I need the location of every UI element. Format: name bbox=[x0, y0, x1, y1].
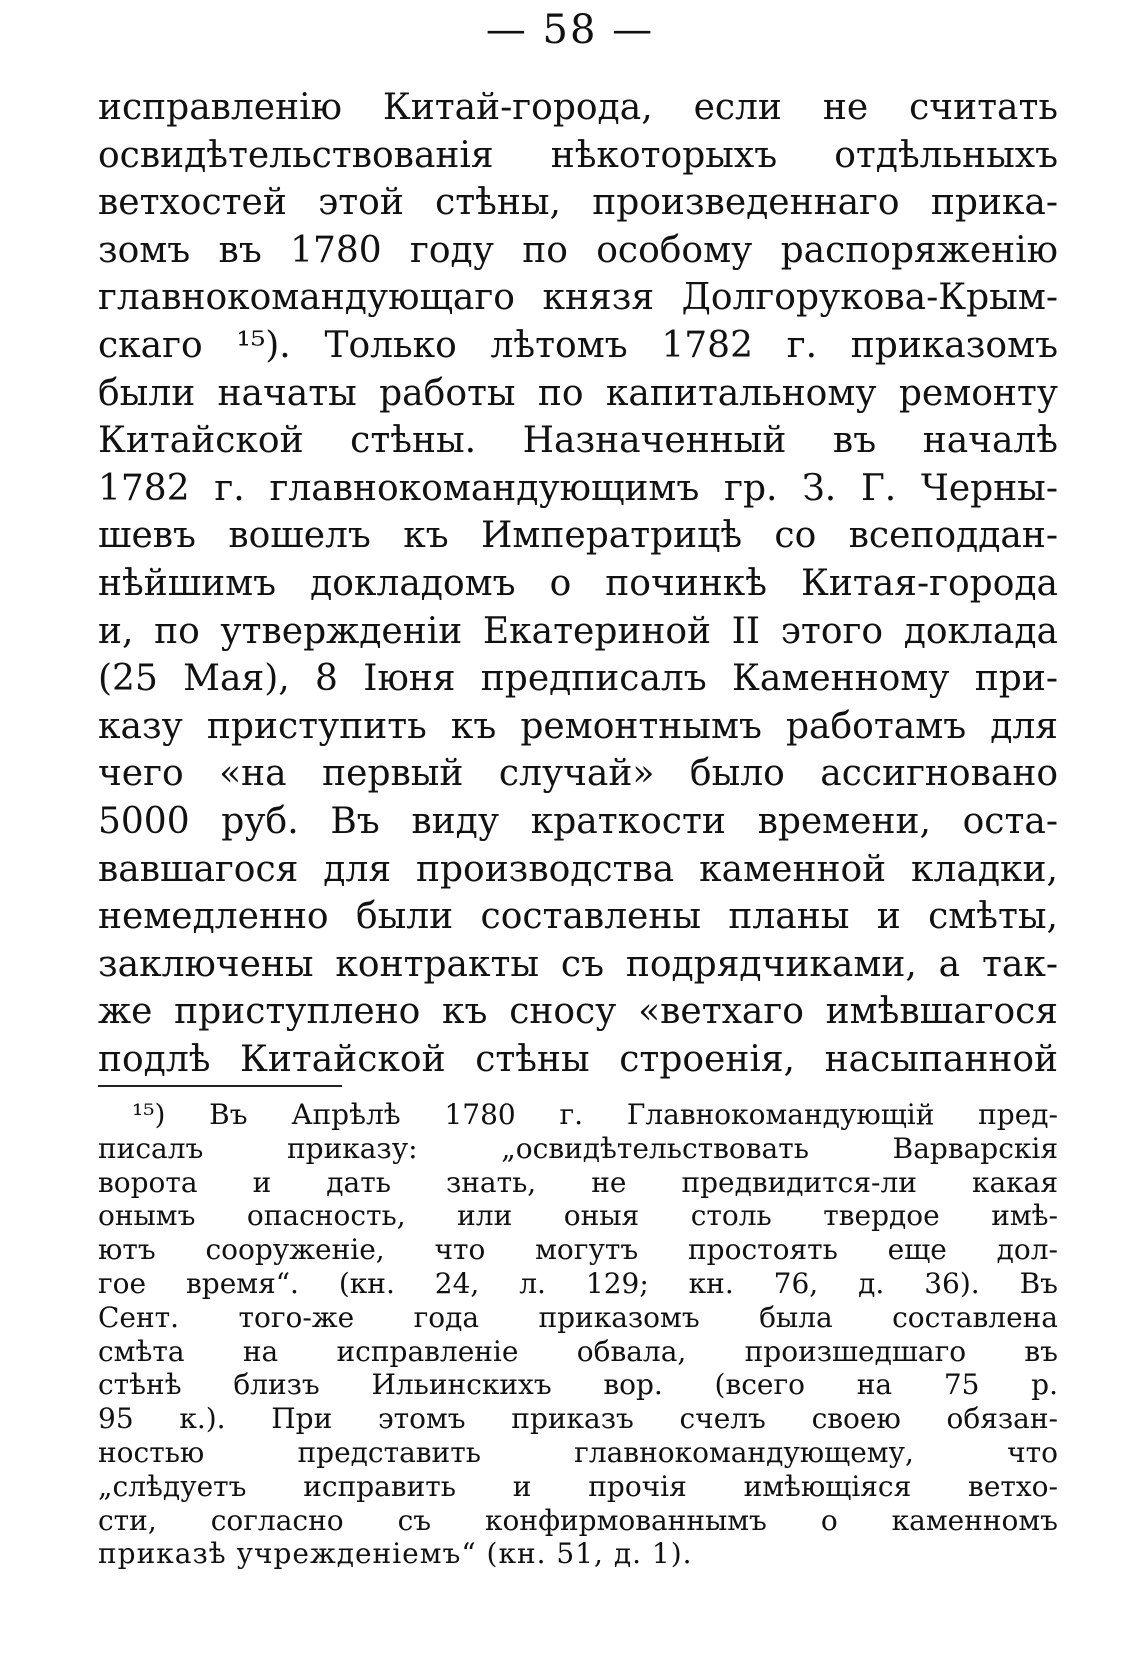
main-text-line: и, по утвержденіи Екатериной II этого доклада bbox=[98, 610, 1058, 652]
footnote-last-text: приказѣ учрежденіемъ“ (кн. 51, д. 1). bbox=[98, 1537, 693, 1571]
page-number: — 58 — bbox=[485, 7, 655, 53]
footnote-line: смѣта на исправленіе обвала, произшедшаго въ bbox=[98, 1334, 1058, 1368]
footnote-line: ¹⁵) Въ Апрѣлѣ 1780 г. Главнокомандующій пред- bbox=[132, 1098, 1058, 1131]
footnote-line: стѣнѣ близъ Ильинскихъ вор. (всего на 75 р. bbox=[98, 1368, 1058, 1402]
main-text-line: шевъ вошелъ къ Императрицѣ со всеподдан- bbox=[98, 515, 1058, 557]
main-text-line: заключены контракты съ подрядчиками, а так- bbox=[98, 943, 1058, 985]
footnote-line: ностью представить главнокомандующему, что bbox=[98, 1435, 1058, 1469]
footnote-line bbox=[98, 1537, 1058, 1571]
main-text-line: были начаты работы по капитальному ремонту bbox=[98, 372, 1058, 414]
main-text-line: немедленно были составлены планы и смѣты, bbox=[98, 896, 1058, 938]
main-text-line: исправленію Китай-города, если не считать bbox=[98, 87, 1058, 128]
footnote-block bbox=[98, 1098, 1058, 1571]
main-text-line: 1782 г. главнокомандующимъ гр. З. Г. Черны- bbox=[98, 467, 1058, 509]
footnote-line: сти, согласно съ конфирмованнымъ о каменномъ bbox=[98, 1503, 1058, 1537]
footnote-line: ворота и дать знать, не предвидится-ли какая bbox=[98, 1165, 1058, 1199]
main-text-line: Китайской стѣны. Назначенный въ началѣ bbox=[98, 420, 1058, 462]
main-text-line: подлѣ Китайской стѣны строенія, насыпанной bbox=[98, 1038, 1058, 1080]
footnote-line: 95 к.). При этомъ приказъ счелъ своею обязан- bbox=[98, 1402, 1058, 1436]
footnote-line: ютъ сооруженіе, что могутъ простоять еще дол- bbox=[98, 1233, 1058, 1267]
footnote-line: „слѣдуетъ исправить и прочія имѣющіяся ветхо- bbox=[98, 1469, 1058, 1503]
main-text-line: 5000 руб. Въ виду краткости времени, оста- bbox=[98, 800, 1058, 842]
main-text-block bbox=[98, 84, 1058, 1083]
main-text-line: казу приступить къ ремонтнымъ работамъ для bbox=[98, 705, 1058, 747]
main-text-line: (25 Мая), 8 Іюня предписалъ Каменному при- bbox=[98, 658, 1058, 700]
main-text-line: зомъ въ 1780 году по особому распоряженію bbox=[98, 229, 1058, 271]
main-text-line: вавшагося для производства каменной кладки, bbox=[98, 848, 1058, 890]
main-text-line: чего «на первый случай» было ассигновано bbox=[98, 753, 1058, 795]
footnote-line: гое время“. (кн. 24, л. 129; кн. 76, д. 36). Въ bbox=[98, 1266, 1058, 1300]
main-text-line: нѣйшимъ докладомъ о починкѣ Китая-города bbox=[98, 562, 1058, 604]
main-text-line: освидѣтельствованія нѣкоторыхъ отдѣльныхъ bbox=[98, 134, 1058, 176]
main-text-line: ветхостей этой стѣны, произведеннаго прика- bbox=[98, 182, 1058, 224]
footnote-line: онымъ опасность, или оныя столь твердое имѣ- bbox=[98, 1199, 1058, 1233]
footnote-line: Сент. того-же года приказомъ была составлена bbox=[98, 1300, 1058, 1334]
main-text-line: же приступлено къ сносу «ветхаго имѣвшагося bbox=[98, 991, 1058, 1033]
footnote-line: писалъ приказу: „освидѣтельствовать Варварскія bbox=[98, 1131, 1058, 1165]
main-text-line: главнокомандующаго князя Долгорукова-Крым- bbox=[98, 277, 1058, 319]
footnote-divider bbox=[98, 1085, 342, 1087]
main-text-line: скаго ¹⁵). Только лѣтомъ 1782 г. приказомъ bbox=[98, 324, 1058, 366]
